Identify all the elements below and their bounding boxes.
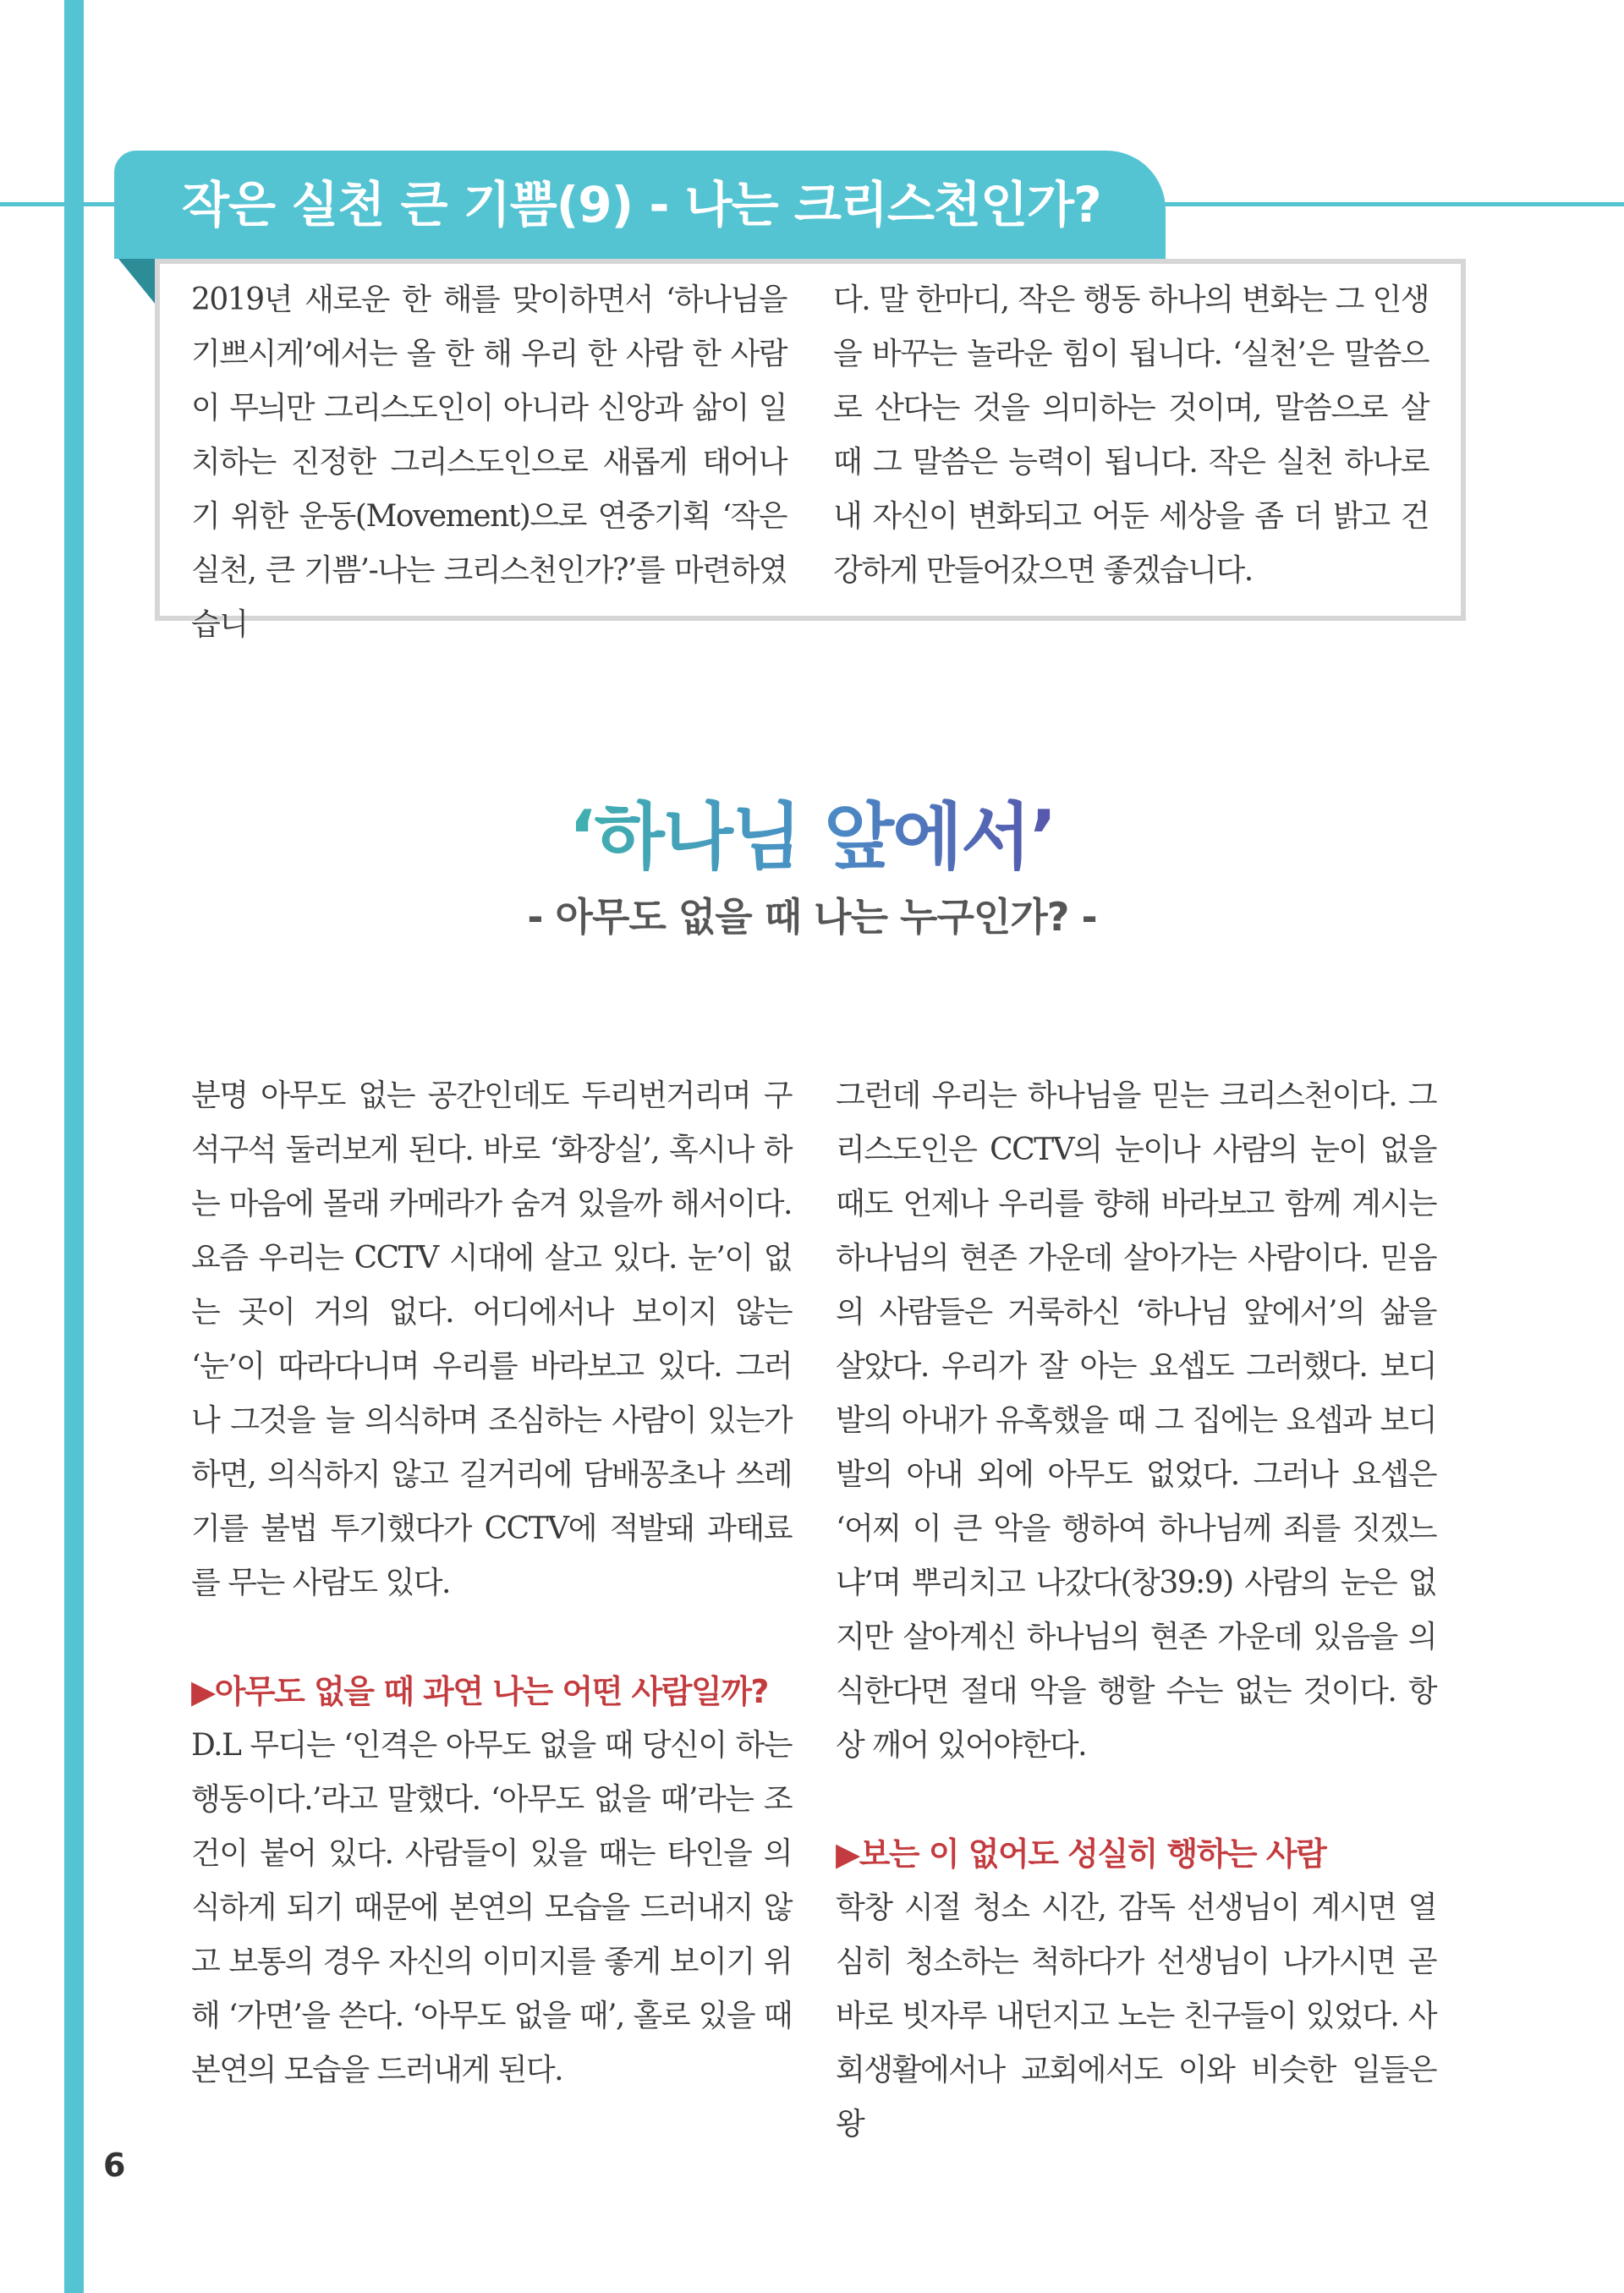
body-left-paragraph-2: D.L 무디는 ‘인격은 아무도 없을 때 당신이 하는 행동이다.’라고 말했다. ‘아무도 없을 때’라는 조건이 붙어 있다. 사람들이 있을 때는 타인을 의식하게 되기 때문에 본연의 모습을 드러내지 않고 보통의 경우 자신의 이미지를 좋게 보이기 위해 ‘가면’을 쓴다. ‘아무도 없을 때’, 홀로 있을 때 본연의 모습을 드러내게 된다. xyxy=(191,1728,792,2087)
body-column-left xyxy=(191,1069,792,2098)
article-subtitle: - 아무도 없을 때 나는 누구인가? - xyxy=(527,894,1097,940)
body-right-subhead: ▶보는 이 없어도 성실히 행하는 사람 xyxy=(836,1835,1326,1873)
body-right-paragraph-1: 그런데 우리는 하나님을 믿는 크리스천이다. 그리스도인은 CCTV의 눈이나 사람의 눈이 없을 때도 언제나 우리를 향해 바라보고 함께 계시는 하나님의 현존 가운데 살아가는 사람이다. 믿음의 사람들은 거룩하신 ‘하나님 앞에서’의 삶을 살았다. 우리가 잘 아는 요셉도 그러했다. 보디발의 아내가 유혹했을 때 그 집에는 요셉과 보디발의 아내 외에 아무도 없었다. 그러나 요셉은 ‘어찌 이 큰 악을 행하여 하나님께 죄를 짓겠느냐’며 뿌리치고 나갔다(창39:9) 사람의 눈은 없지만 살아계신 하나님의 현존 가운데 있음을 의식한다면 절대 악을 행할 수는 없는 것이다. 항상 깨어 있어야한다. xyxy=(836,1078,1436,1763)
header-rule-left xyxy=(0,202,118,206)
intro-text-right: 다. 말 한마디, 작은 행동 하나의 변화는 그 인생을 바꾸는 놀라운 힘이 됩니다. ‘실천’은 말씀으로 산다는 것을 의미하는 것이며, 말씀으로 살 때 그 말씀은 능력이 됩니다. 작은 실천 하나로 내 자신이 변화되고 어둔 세상을 좀 더 밝고 건강하게 만들어갔으면 좋겠습니다. xyxy=(833,283,1429,588)
intro-text-left: 2019년 새로운 한 해를 맞이하면서 ‘하나님을 기쁘시게’에서는 올 한 해 우리 한 사람 한 사람이 무늬만 그리스도인이 아니라 신앙과 삶이 일치하는 진정한 그리스도인으로 새롭게 태어나기 위한 운동(Movement)으로 연중기획 ‘작은 실천, 큰 기쁨’-나는 크리스천인가?’를 마련하였습니 xyxy=(191,283,787,642)
body-left-paragraph-1: 분명 아무도 없는 공간인데도 두리번거리며 구석구석 둘러보게 된다. 바로 ‘화장실’, 혹시나 하는 마음에 몰래 카메라가 숨겨 있을까 해서이다. 요즘 우리는 CCTV 시대에 살고 있다. 눈’이 없는 곳이 거의 없다. 어디에서나 보이지 않는 ‘눈’이 따라다니며 우리를 바라보고 있다. 그러나 그것을 늘 의식하며 조심하는 사람이 있는가 하면, 의식하지 않고 길거리에 담배꽁초나 쓰레기를 불법 투기했다가 CCTV에 적발돼 과태료를 무는 사람도 있다. xyxy=(191,1078,792,1600)
body-left-subhead: ▶아무도 없을 때 과연 나는 어떤 사람일까? xyxy=(191,1673,768,1710)
paragraph-gap xyxy=(836,1773,1436,1827)
article-title: ‘하나님 앞에서’ xyxy=(516,778,1108,883)
header-rule-right xyxy=(1150,202,1624,206)
page-number: 6 xyxy=(103,2147,126,2184)
body-column-right xyxy=(836,1069,1436,2152)
left-accent-bar xyxy=(64,0,84,2293)
series-title-banner: 작은 실천 큰 기쁨(9) - 나는 크리스천인가? xyxy=(114,151,1166,259)
banner-fold xyxy=(118,259,156,304)
paragraph-gap xyxy=(191,1610,792,1665)
body-right-paragraph-2: 학창 시절 청소 시간, 감독 선생님이 계시면 열심히 청소하는 척하다가 선생님이 나가시면 곧바로 빗자루 내던지고 노는 친구들이 있었다. 사회생활에서나 교회에서도 이와 비슷한 일들은 왕 xyxy=(836,1890,1436,2142)
